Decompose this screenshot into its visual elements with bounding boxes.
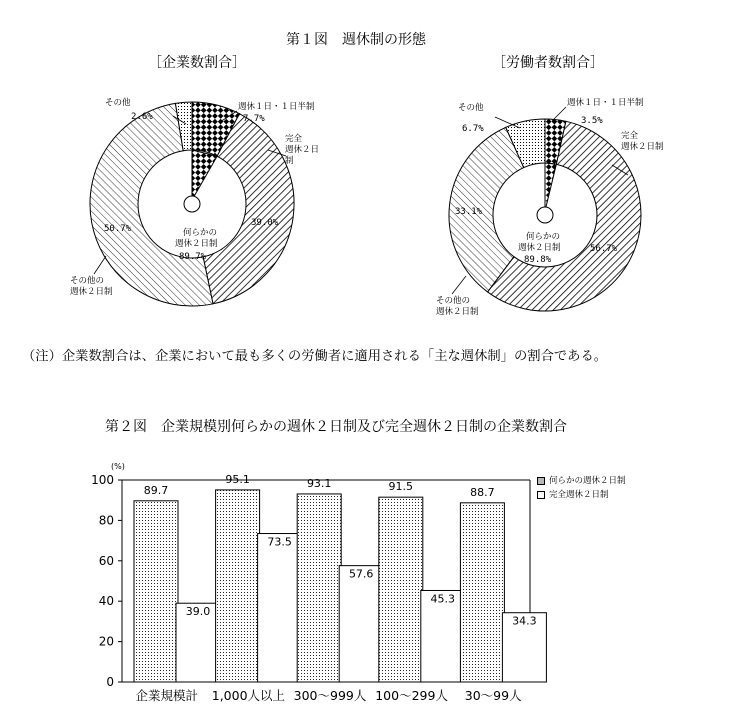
bar-legend <box>537 474 626 502</box>
pie2-label-other2: その他の 週休２日制 <box>436 296 479 317</box>
pie1-label-other2: その他の 週休２日制 <box>70 276 113 297</box>
x-tick-label: 100～299人 <box>375 688 448 703</box>
data-label-complete: 73.5 <box>267 535 292 549</box>
bar-any2day <box>216 490 260 682</box>
y-tick-label: 40 <box>98 594 114 609</box>
bar-any2day <box>379 497 423 682</box>
bar-complete <box>339 566 383 682</box>
bar-marks <box>134 473 546 703</box>
pie1-label-other: その他 <box>105 98 131 108</box>
y-tick-label: 60 <box>98 553 114 568</box>
pie1-value-weekly1: 7.7% <box>243 114 265 124</box>
pie1-value-complete: 39.0% <box>251 218 279 228</box>
pie2-value-other: 6.7% <box>462 124 484 134</box>
legend-item <box>537 474 626 488</box>
pie1-value-other: 2.6% <box>131 112 153 122</box>
data-label-any2day: 88.7 <box>470 485 495 499</box>
legend-label-complete: 完全週休２日制 <box>549 489 609 500</box>
pie1-title: ［企業数割合］ <box>148 55 246 71</box>
data-label-any2day: 93.1 <box>306 476 332 490</box>
x-tick-label: 企業規模計 <box>135 688 199 703</box>
bar-any2day <box>134 501 178 682</box>
fig1-title: 第１図 週休制の形態 <box>286 32 426 48</box>
legend-swatch-complete <box>537 491 545 499</box>
data-label-any2day: 91.5 <box>388 480 414 494</box>
pie1-value-other2: 50.7% <box>104 224 132 234</box>
pie2-center-l1: 何らかの <box>526 232 561 242</box>
data-label-complete: 45.3 <box>430 592 456 606</box>
pie2-label-complete: 完全 週休２日制 <box>621 131 664 152</box>
legend-item <box>537 488 626 502</box>
pie2-value-other2: 33.1% <box>455 207 483 217</box>
x-tick-label: 30～99人 <box>464 688 522 703</box>
pie2-label-weekly1: 週休１日・１日半制 <box>567 98 644 108</box>
legend-swatch-any2day <box>537 477 545 485</box>
y-tick-label: 20 <box>98 634 114 649</box>
data-label-any2day: 89.7 <box>143 483 169 497</box>
data-label-complete: 39.0 <box>185 605 211 619</box>
bar-any2day <box>297 494 341 682</box>
pie1-center-l2: 週休２日制 <box>175 239 218 249</box>
data-label-complete: 34.3 <box>512 614 537 628</box>
pie1-center-l3: 89.7% <box>179 252 207 262</box>
y-tick-label: 80 <box>98 513 114 528</box>
x-tick-label: 1,000人以上 <box>211 688 286 703</box>
pie2-value-weekly1: 3.5% <box>581 116 603 126</box>
fig2-title: 第２図 企業規模別何らかの週休２日制及び完全週休２日制の企業数割合 <box>105 419 567 435</box>
bar-any2day <box>460 503 504 682</box>
y-tick-label: 0 <box>106 675 114 689</box>
x-tick-label: 300～999人 <box>293 688 367 703</box>
pie1-label-complete: 完全 週休２日制 <box>285 134 320 166</box>
pie1-label-weekly1: 週休１日・１日半制 <box>238 102 315 112</box>
pie2-label-other: その他 <box>458 103 484 113</box>
data-label-complete: 57.6 <box>348 567 374 581</box>
pie1-center-l1: 何らかの <box>183 228 218 238</box>
pie2-title: ［労働者数割合］ <box>492 55 604 71</box>
legend-label-any2day: 何らかの週休２日制 <box>549 475 626 486</box>
pie2-center-l3: 89.8% <box>524 255 552 265</box>
pie2-value-complete: 56.7% <box>590 244 618 254</box>
bar-unit: (%) <box>111 462 125 471</box>
data-label-any2day: 95.1 <box>225 472 250 486</box>
y-tick-label: 100 <box>91 473 114 487</box>
pie2-center-l2: 週休２日制 <box>518 243 561 253</box>
bar-complete <box>258 534 302 682</box>
fig1-note: （注）企業数割合は、企業において最も多くの労働者に適用される「主な週休制」の割合である。 <box>22 349 608 364</box>
